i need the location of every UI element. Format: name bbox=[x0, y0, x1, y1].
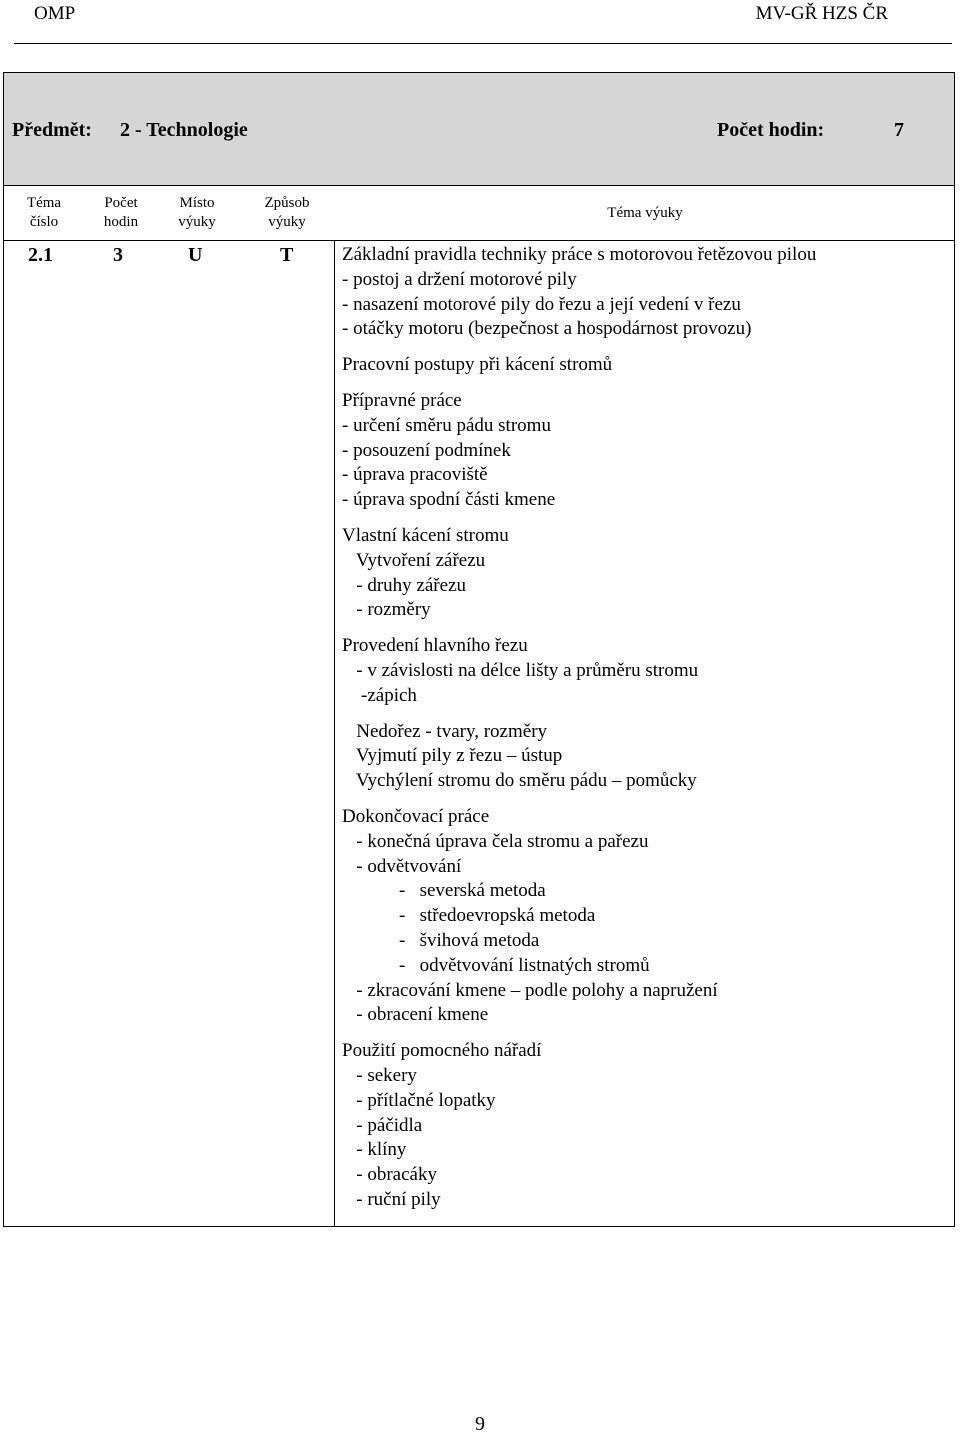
content-line: - otáčky motoru (bezpečnost a hospodárnost provozu) bbox=[342, 318, 752, 340]
content-line: Vychýlení stromu do směru pádu – pomůcky bbox=[342, 770, 697, 792]
content-line: Vlastní kácení stromu bbox=[342, 524, 509, 546]
header-rule bbox=[14, 43, 952, 44]
page-number: 9 bbox=[475, 1413, 485, 1435]
line-gap bbox=[342, 623, 942, 634]
cell-tema-cislo: 2.1 bbox=[28, 244, 53, 266]
content-line: - odvětvování listnatých stromů bbox=[342, 954, 650, 976]
col-misto-vyuky: Místo výuky bbox=[178, 195, 216, 230]
content-line: Použití pomocného nářadí bbox=[342, 1040, 542, 1062]
content-line: Pracovní postupy při kácení stromů bbox=[342, 354, 613, 376]
content-line: - konečná úprava čela stromu a pařezu bbox=[342, 830, 649, 852]
cell-misto: U bbox=[188, 244, 203, 266]
col-zpusob-vyuky: Způsob výuky bbox=[264, 195, 310, 230]
content-line: - švihová metoda bbox=[342, 929, 540, 951]
content-line: - druhy zářezu bbox=[342, 574, 466, 596]
subject-value: 2 - Technologie bbox=[120, 119, 248, 141]
line-gap bbox=[342, 342, 942, 353]
content-line: - obracáky bbox=[342, 1164, 437, 1186]
content-line: - nasazení motorové pily do řezu a její vedení v řezu bbox=[342, 293, 741, 315]
content-line: - zkracování kmene – podle polohy a napružení bbox=[342, 979, 718, 1001]
content-line: Základní pravidla techniky práce s motorovou řetězovou pilou bbox=[342, 244, 817, 265]
cell-pocet-hodin: 3 bbox=[113, 244, 123, 266]
subject-label: Předmět: bbox=[12, 119, 92, 141]
content-line: - středoevropská metoda bbox=[342, 905, 596, 927]
content-line: - úprava spodní části kmene bbox=[342, 489, 556, 511]
content-line: Vytvoření zářezu bbox=[342, 549, 486, 571]
content-line: - přítlačné lopatky bbox=[342, 1089, 496, 1111]
line-gap bbox=[342, 794, 942, 805]
col-tema-cislo: Téma číslo bbox=[26, 195, 62, 230]
content-line: - ruční pily bbox=[342, 1188, 441, 1210]
line-gap bbox=[342, 378, 942, 389]
hours-value: 7 bbox=[894, 119, 904, 141]
content-line: - v závislosti na délce lišty a průměru stromu bbox=[342, 659, 699, 681]
topic-content bbox=[342, 243, 942, 1213]
content-line: - severská metoda bbox=[342, 880, 546, 902]
content-line: - určení směru pádu stromu bbox=[342, 414, 551, 436]
content-line: Provedení hlavního řezu bbox=[342, 635, 528, 657]
content-line: - posouzení podmínek bbox=[342, 439, 511, 461]
line-gap bbox=[342, 1028, 942, 1039]
content-line: - páčidla bbox=[342, 1114, 423, 1136]
content-line: Přípravné práce bbox=[342, 389, 462, 411]
content-line: - odvětvování bbox=[342, 855, 462, 877]
content-line: - postoj a držení motorové pily bbox=[342, 268, 577, 290]
content-line: - úprava pracoviště bbox=[342, 464, 488, 486]
hours-label: Počet hodin: bbox=[717, 119, 825, 141]
content-line: - klíny bbox=[342, 1139, 407, 1161]
content-line: Vyjmutí pily z řezu – ústup bbox=[342, 745, 563, 767]
header-right: MV-GŘ HZS ČR bbox=[755, 3, 888, 24]
line-gap bbox=[342, 709, 942, 720]
content-line: - obracení kmene bbox=[342, 1004, 489, 1026]
content-line: Nedořez - tvary, rozměry bbox=[342, 720, 548, 742]
col-tema-vyuky: Téma výuky bbox=[607, 205, 683, 221]
content-line: - rozměry bbox=[342, 599, 431, 621]
cell-zpusob: T bbox=[280, 244, 294, 266]
content-line: -zápich bbox=[342, 684, 417, 706]
content-line: - sekery bbox=[342, 1064, 417, 1086]
col-pocet-hodin: Počet hodin bbox=[103, 195, 139, 230]
header-left: OMP bbox=[34, 3, 76, 24]
content-line: Dokončovací práce bbox=[342, 805, 490, 827]
column-divider bbox=[334, 240, 335, 1227]
line-gap bbox=[342, 513, 942, 524]
